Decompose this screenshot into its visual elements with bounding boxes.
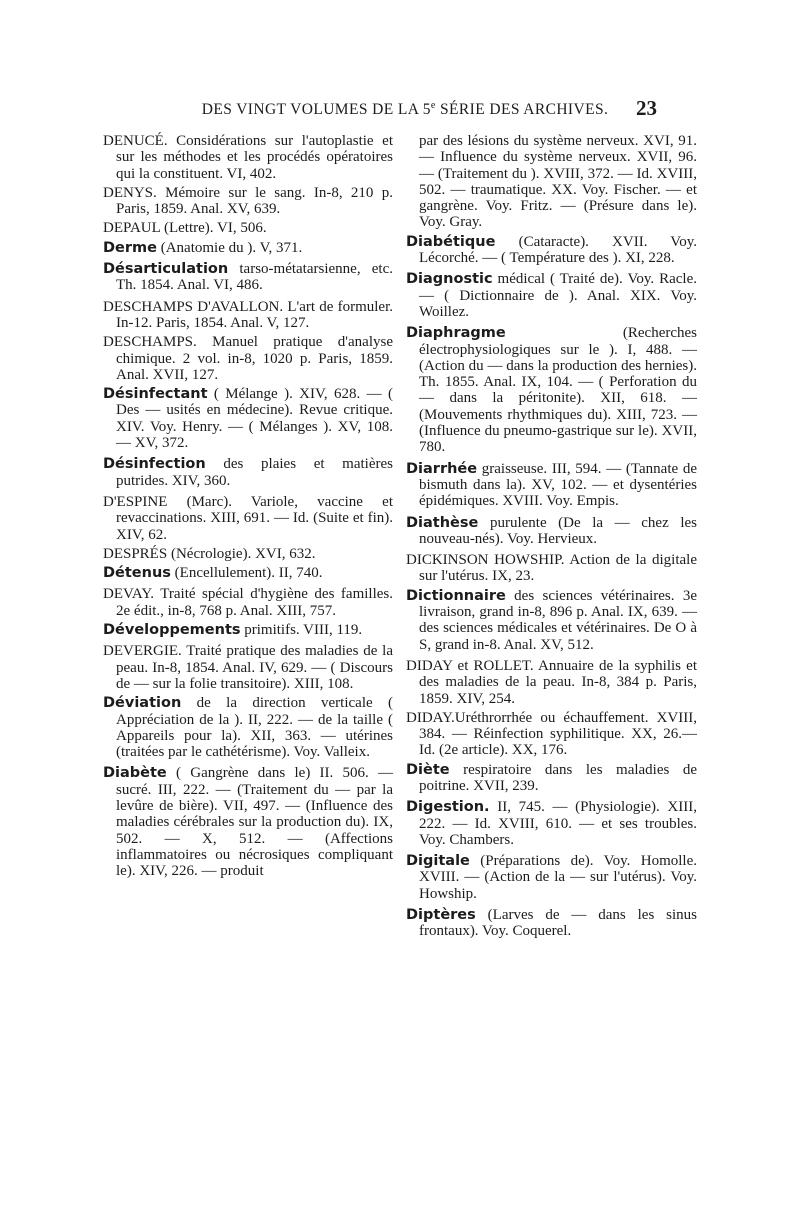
entry-headword: Digestion. <box>406 799 490 816</box>
index-entry <box>406 234 697 267</box>
entry-text: par des lésions du système nerveux. XVI, 91. — Influence du système nerveux. XVII, 96. — (Traitement du ). XVIII, 372. — Id. XVIII, 502. — traumatique. XX. Voy. Fischer. — et gangrène. Voy. Fritz. — (Présure dans le). Voy. Gray. <box>419 133 697 231</box>
entry-headword: Digitale <box>406 853 470 870</box>
index-entry <box>103 456 393 489</box>
entry-text: tarso-métatarsienne, etc. Th. 1854. Anal. VI, 486. <box>116 261 393 294</box>
page-number: 23 <box>636 96 657 120</box>
entry-headword: DEPAUL <box>103 220 161 237</box>
entry-text: (Cataracte). XVII. Voy. Lécorché. — ( Température des ). XI, 228. <box>419 233 697 267</box>
index-entry <box>406 799 697 848</box>
entry-text: graisseuse. III, 594. — (Tannate de bismuth dans la). XV, 102. — et dysentéries épidémiques. XVIII. Voy. Empis. <box>419 460 697 510</box>
index-entry <box>406 853 697 902</box>
entry-text: Considérations sur l'autoplastie et sur les méthodes et les procédés opératoires qui la constituent. VI, 402. <box>116 133 393 182</box>
entry-headword: DEVAY. <box>103 586 154 603</box>
entry-headword: Déviation <box>103 695 182 712</box>
entry-headword: D'ESPINE <box>103 493 168 510</box>
entry-text: Annuaire de la syphilis et des maladies de la peau. In-8, 384 p. Paris, 1859. XIV, 254. <box>419 657 698 707</box>
entry-text: des plaies et matières putrides. XIV, 360. <box>116 456 393 489</box>
index-entry <box>103 765 393 879</box>
entry-headword: DENUCÉ. <box>103 133 168 149</box>
entry-headword: Diabétique <box>406 233 496 250</box>
entry-text: purulente (De la — chez les nouveau-nés). Voy. Hervieux. <box>419 514 697 547</box>
entry-headword: Désarticulation <box>103 261 229 278</box>
index-entry <box>103 334 393 383</box>
entry-text: (Marc). Variole, vaccine et revaccinations. XIII, 691. — Id. (Suite et fin). XIV, 62. <box>116 493 393 543</box>
index-entry <box>103 695 393 760</box>
entry-headword: Détenus <box>103 565 171 582</box>
entry-text: (Lettre). VI, 506. <box>160 220 267 237</box>
index-entry <box>103 261 393 294</box>
entry-text: ( Mélange ). XIV, 628. — ( Des — usités en médecine). Revue critique. XIV. Voy. Henry. — ( Mélanges ). XV, 108. — XV, 372. <box>116 386 393 452</box>
index-entry <box>103 240 393 256</box>
index-entry <box>406 271 697 320</box>
entry-text: respiratoire dans les maladies de poitrine. XVII, 239. <box>419 761 697 794</box>
index-entry <box>406 762 697 795</box>
entry-text: Manuel pratique d'analyse chimique. 2 vol. in-8, 1020 p. Paris, 1859. Anal. XVII, 127. <box>116 334 393 383</box>
entry-headword: DIDAY et ROLLET. <box>406 657 534 674</box>
entry-text: ( Gangrène dans le) II. 506. — sucré. III, 222. — (Traitement du — par la levûre de bière). VII, 497. — (Influence des maladies cérébrales sur la production du). IX, 502. — X, 512. — (Affections inflammatoires ou nécrosiques compliquant le). XIV, 226. — produit <box>116 765 393 880</box>
entry-headword: Diaphragme <box>406 325 506 342</box>
index-entry <box>103 643 393 692</box>
entry-text: (Nécrologie). XVI, 632. <box>167 545 316 562</box>
entry-headword: Désinfection <box>103 456 206 473</box>
entry-text: Mémoire sur le sang. In-8, 210 p. Paris, 1859. Anal. XV, 639. <box>116 184 393 218</box>
entry-text: II, 745. — (Physiologie). XIII, 222. — Id. XVIII, 610. — et ses troubles. Voy. Chambers. <box>419 799 697 848</box>
entry-text: Action de la digitale sur l'utérus. IX, 23. <box>419 552 697 585</box>
entry-headword: Développements <box>103 622 241 639</box>
index-entry <box>103 386 393 451</box>
index-entry <box>103 565 393 581</box>
entry-headword: DICKINSON HOWSHIP. <box>406 552 565 569</box>
index-entry <box>406 325 697 455</box>
entry-text: des sciences vétérinaires. 3e livraison, grand in-8, 896 p. Anal. IX, 639. — des sciences médicales et vétérinaires. De O à S, grand in-8. Anal. XV, 512. <box>419 587 697 653</box>
entry-text: (Larves de — dans les sinus frontaux). Voy. Coquerel. <box>419 907 697 940</box>
entry-text: Traité pratique des maladies de la peau. In-8, 1854. Anal. IV, 629. — ( Discours de — sur la folie transitoire). XIII, 108. <box>116 643 393 692</box>
entry-headword: DESPRÉS <box>103 545 168 562</box>
right-column <box>406 133 697 945</box>
index-entry <box>406 588 697 653</box>
index-entry <box>103 299 393 332</box>
entry-headword: Diarrhée <box>406 460 478 477</box>
entry-headword: DENYS. <box>103 184 157 201</box>
entry-text: Uréthrorrhée ou échauffement. XVIII, 384. — Réinfection syphilitique. XX, 26.—Id. (2e article). XX, 176. <box>419 709 697 759</box>
entry-headword: Diabète <box>103 765 167 782</box>
entry-headword: DEVERGIE. <box>103 643 182 660</box>
entry-text: primitifs. VIII, 119. <box>240 622 363 639</box>
index-entry <box>406 515 697 548</box>
index-entry <box>103 622 393 638</box>
entry-text: Traité spécial d'hygiène des familles. 2e édit., in-8, 768 p. Anal. XIII, 757. <box>116 586 393 619</box>
left-column <box>103 133 393 884</box>
index-entry <box>406 133 697 231</box>
index-entry <box>103 586 393 619</box>
entry-text: (Encellulement). II, 740. <box>170 565 323 582</box>
entry-text: (Préparations de). Voy. Homolle. XVIII. — (Action de la — sur l'utérus). Voy. Howship. <box>419 853 697 902</box>
index-entry <box>406 552 697 585</box>
entry-headword: Diathèse <box>406 514 479 531</box>
entry-headword: Diptères <box>406 907 476 924</box>
index-entry <box>103 185 393 218</box>
running-header: DES VINGT VOLUMES DE LA 5e SÉRIE DES ARCHIVES. <box>201 100 609 119</box>
entry-headword: Dictionnaire <box>406 587 506 604</box>
entry-text: de la direction verticale ( Appréciation de la ). II, 222. — de la taille ( Appareils pour la). XII, 363. — utérines (traitées par le cathétérisme). Voy. Valleix. <box>116 695 393 761</box>
index-entry <box>103 133 393 182</box>
entry-text: (Recherches électrophysiologiques sur le ). I, 488. — (Action du — dans la production des hernies). Th. 1855. Anal. IX, 104. — ( Perforation du — dans la péritonite). XII, 618. — (Mouvements rhythmiques du). XIII, 723. — (Influence du pneumo-gastrique sur le). XVII, 780. <box>419 325 697 456</box>
entry-text: L'art de formuler. In-12. Paris, 1854. Anal. V, 127. <box>116 298 393 331</box>
index-entry <box>406 907 697 940</box>
index-entry <box>103 220 393 236</box>
index-entry <box>103 494 393 543</box>
entry-text: (Anatomie du ). V, 371. <box>156 239 303 256</box>
entry-headword: Derme <box>103 239 157 256</box>
entry-text: médical ( Traité de). Voy. Racle. — ( Dictionnaire de ). Anal. XIX. Voy. Woillez. <box>419 271 697 320</box>
entry-headword: Désinfectant <box>103 386 208 403</box>
entry-headword: Diagnostic <box>406 271 493 288</box>
entry-headword: Diète <box>406 761 450 778</box>
index-entry <box>406 461 697 510</box>
entry-headword: DESCHAMPS. <box>103 334 197 351</box>
entry-headword: DESCHAMPS D'AVALLON. <box>103 298 284 315</box>
entry-headword: DIDAY. <box>406 709 455 726</box>
index-entry <box>406 658 697 707</box>
index-entry <box>406 710 697 759</box>
index-entry <box>103 546 393 562</box>
